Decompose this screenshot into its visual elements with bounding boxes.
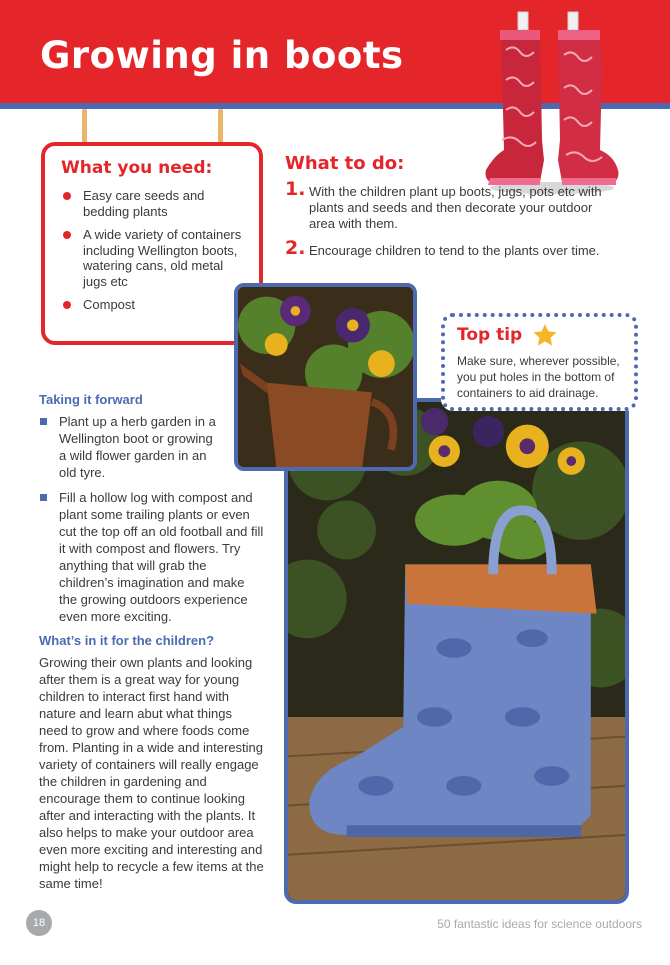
bullet-dot bbox=[63, 231, 71, 239]
top-tip-text: Make sure, wherever possible, you put holes in the bottom of containers to aid drainage. bbox=[457, 354, 620, 400]
hanging-rope-right bbox=[218, 109, 223, 145]
taking-forward-item-2 bbox=[39, 489, 264, 625]
bullet-dot bbox=[63, 301, 71, 309]
list-item: Fill a hollow log with compost and plant some trailing plants or even cut the top off an old football and fill it with compost and flowers. Try anything that will grab the children’s imagination and make the growing outdoors experience even more exciting. bbox=[39, 489, 264, 625]
top-tip-heading bbox=[457, 323, 624, 347]
hanging-rope-left bbox=[82, 109, 87, 145]
step-text: With the children plant up boots, jugs, pots etc with plants and seeds and then decorate your outdoor area with them. bbox=[309, 184, 602, 231]
what-you-need-box bbox=[41, 142, 263, 345]
list-item: Compost bbox=[61, 297, 243, 313]
list-item: A wide variety of containers including Wellington boots, watering cans, old metal jugs etc bbox=[61, 227, 243, 289]
top-tip-title: Top tip bbox=[457, 325, 523, 345]
bullet-square bbox=[40, 418, 47, 425]
page-number: 18 bbox=[26, 910, 52, 936]
list-item: Easy care seeds and bedding plants bbox=[61, 188, 243, 219]
whats-in-it-text: Growing their own plants and looking after them is a great way for young children to interact first hand with nature and learn abut what things need to grow and where foods come from. Planting in a wide and interesting variety of containers will really engage the children in gardening and encourage them to continue looking after and interacting with the plants. It also helps to make your outdoor area even more exciting and interesting and might help to recycle a few items at the same time! bbox=[39, 655, 264, 891]
whats-in-it-heading: What’s in it for the children? bbox=[39, 633, 215, 648]
book-title: 50 fantastic ideas for science outdoors bbox=[437, 917, 642, 931]
what-you-need-list bbox=[61, 188, 243, 313]
step-number: 2. bbox=[285, 237, 306, 259]
star-icon bbox=[532, 323, 558, 347]
step-number: 1. bbox=[285, 178, 306, 200]
step-2 bbox=[285, 237, 630, 259]
what-to-do-heading: What to do: bbox=[285, 153, 405, 174]
top-tip-box bbox=[441, 313, 638, 411]
bullet-dot bbox=[63, 192, 71, 200]
blue-boot-planter-photo bbox=[284, 398, 629, 904]
what-you-need-heading: What you need: bbox=[61, 158, 213, 178]
taking-forward-item-1 bbox=[39, 413, 219, 481]
list-item: Plant up a herb garden in a Wellington boot or growing a wild flower garden in an old tyre. bbox=[39, 413, 219, 481]
taking-forward-heading: Taking it forward bbox=[39, 392, 143, 407]
red-boots-image bbox=[482, 10, 622, 195]
step-text: Encourage children to tend to the plants over time. bbox=[309, 243, 600, 258]
jug-planter-photo bbox=[234, 283, 417, 471]
bullet-square bbox=[40, 494, 47, 501]
step-1 bbox=[285, 178, 602, 232]
page-title: Growing in boots bbox=[40, 34, 404, 77]
